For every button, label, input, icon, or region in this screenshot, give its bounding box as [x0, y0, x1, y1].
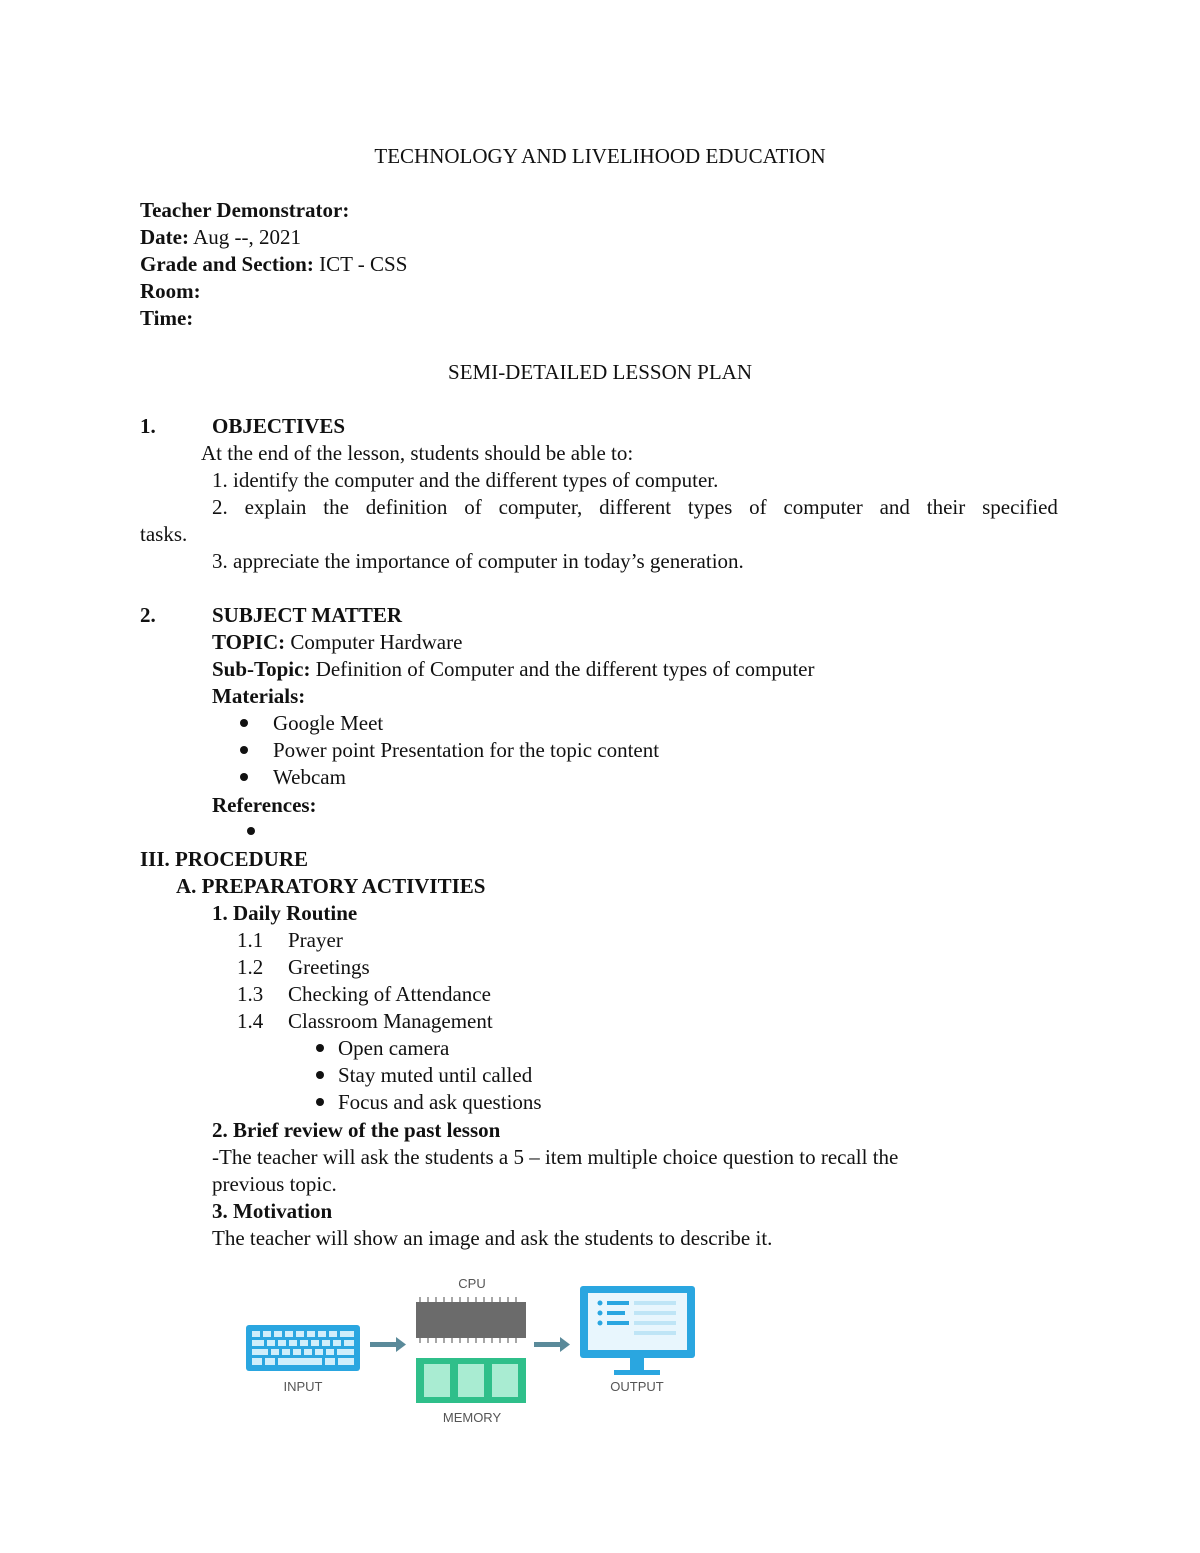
topic-value: Computer Hardware: [290, 630, 463, 654]
material-item: Power point Presentation for the topic content: [273, 738, 660, 762]
objective-item-2-word: types: [687, 495, 733, 519]
arrow-right-icon: [534, 1337, 570, 1352]
material-item: Google Meet: [273, 711, 384, 735]
monitor-icon: [580, 1286, 695, 1375]
time-label: Time:: [140, 306, 194, 330]
objective-item-2-word: of: [749, 495, 767, 519]
objective-item-2-word: different: [599, 495, 672, 519]
date-label: Date:: [140, 225, 189, 249]
grade-value: ICT - CSS: [319, 252, 408, 276]
grade-label: Grade and Section:: [140, 252, 314, 276]
bullet-icon: [240, 773, 248, 781]
room-label: Room:: [140, 279, 201, 303]
subtopic-value: Definition of Computer and the different types of computer: [315, 657, 815, 681]
subject-heading: SUBJECT MATTER: [212, 603, 403, 627]
objectives-number: 1.: [140, 414, 156, 438]
bullet-icon: [240, 746, 248, 754]
management-item: Open camera: [338, 1036, 450, 1060]
objective-item-2-word: the: [323, 495, 349, 519]
procedure-heading: III. PROCEDURE: [140, 847, 309, 871]
keyboard-icon: [246, 1325, 360, 1371]
management-item: Stay muted until called: [338, 1063, 533, 1087]
plan-title: SEMI-DETAILED LESSON PLAN: [448, 360, 752, 384]
routine-item: Checking of Attendance: [288, 982, 491, 1006]
objective-item-2-word: computer,: [498, 495, 583, 519]
teacher-label: Teacher Demonstrator:: [140, 198, 350, 222]
objective-item-2-word: definition: [365, 495, 448, 519]
objective-item-2-word: their: [926, 495, 966, 519]
date-value: Aug --, 2021: [193, 225, 301, 249]
grade-line: [140, 251, 407, 278]
document-title: TECHNOLOGY AND LIVELIHOOD EDUCATION: [374, 144, 826, 168]
subtopic-line: [212, 656, 815, 683]
cpu-chip-icon: [416, 1297, 526, 1343]
objectives-intro: At the end of the lesson, students should be able to:: [201, 441, 634, 465]
routine-item: Greetings: [288, 955, 370, 979]
review-text-line-1: -The teacher will ask the students a 5 – item multiple choice question to recall the: [212, 1145, 899, 1169]
bullet-icon: [247, 827, 255, 835]
objective-item-2-continued: tasks.: [140, 522, 188, 546]
bullet-icon: [316, 1044, 324, 1052]
materials-label: Materials:: [212, 684, 306, 708]
management-item: Focus and ask questions: [338, 1090, 542, 1114]
arrow-right-icon: [370, 1337, 406, 1352]
input-label: INPUT: [283, 1379, 323, 1394]
objective-item-2: [212, 494, 1058, 521]
topic-label: TOPIC:: [212, 630, 286, 654]
objective-item-2-word: of: [464, 495, 482, 519]
objective-item-3: 3. appreciate the importance of computer in today’s generation.: [212, 549, 744, 573]
objective-item-2-word: and: [879, 495, 910, 519]
subject-number: 2.: [140, 603, 156, 627]
references-label: References:: [212, 793, 317, 817]
bullet-icon: [316, 1071, 324, 1079]
routine-number: 1.2: [237, 955, 264, 979]
bullet-icon: [240, 719, 248, 727]
objective-item-2-word: specified: [982, 495, 1058, 519]
cpu-label: CPU: [458, 1276, 486, 1291]
objective-item-2-word: 2.: [212, 495, 228, 519]
routine-item: Classroom Management: [288, 1009, 493, 1033]
output-label: OUTPUT: [610, 1379, 664, 1394]
memory-icon: [416, 1358, 526, 1403]
computer-system-diagram: [240, 1270, 710, 1435]
daily-routine-heading: 1. Daily Routine: [212, 901, 358, 925]
preparatory-activities-heading: A. PREPARATORY ACTIVITIES: [176, 874, 486, 898]
objective-item-2-word: computer: [783, 495, 863, 519]
bullet-icon: [316, 1098, 324, 1106]
routine-number: 1.1: [237, 928, 264, 952]
objective-item-1: 1. identify the computer and the different types of computer.: [212, 468, 719, 492]
motivation-heading: 3. Motivation: [212, 1199, 333, 1223]
review-text-line-2: previous topic.: [212, 1172, 337, 1196]
routine-item: Prayer: [288, 928, 343, 952]
memory-label: MEMORY: [442, 1410, 502, 1425]
review-heading: 2. Brief review of the past lesson: [212, 1118, 501, 1142]
objective-item-2-word: explain: [244, 495, 307, 519]
topic-line: [212, 629, 462, 656]
material-item: Webcam: [273, 765, 346, 789]
routine-number: 1.3: [237, 982, 264, 1006]
motivation-text: The teacher will show an image and ask the students to describe it.: [212, 1226, 773, 1250]
routine-number: 1.4: [237, 1009, 264, 1033]
subtopic-label: Sub-Topic:: [212, 657, 311, 681]
objectives-heading: OBJECTIVES: [212, 414, 346, 438]
date-line: [140, 224, 301, 251]
